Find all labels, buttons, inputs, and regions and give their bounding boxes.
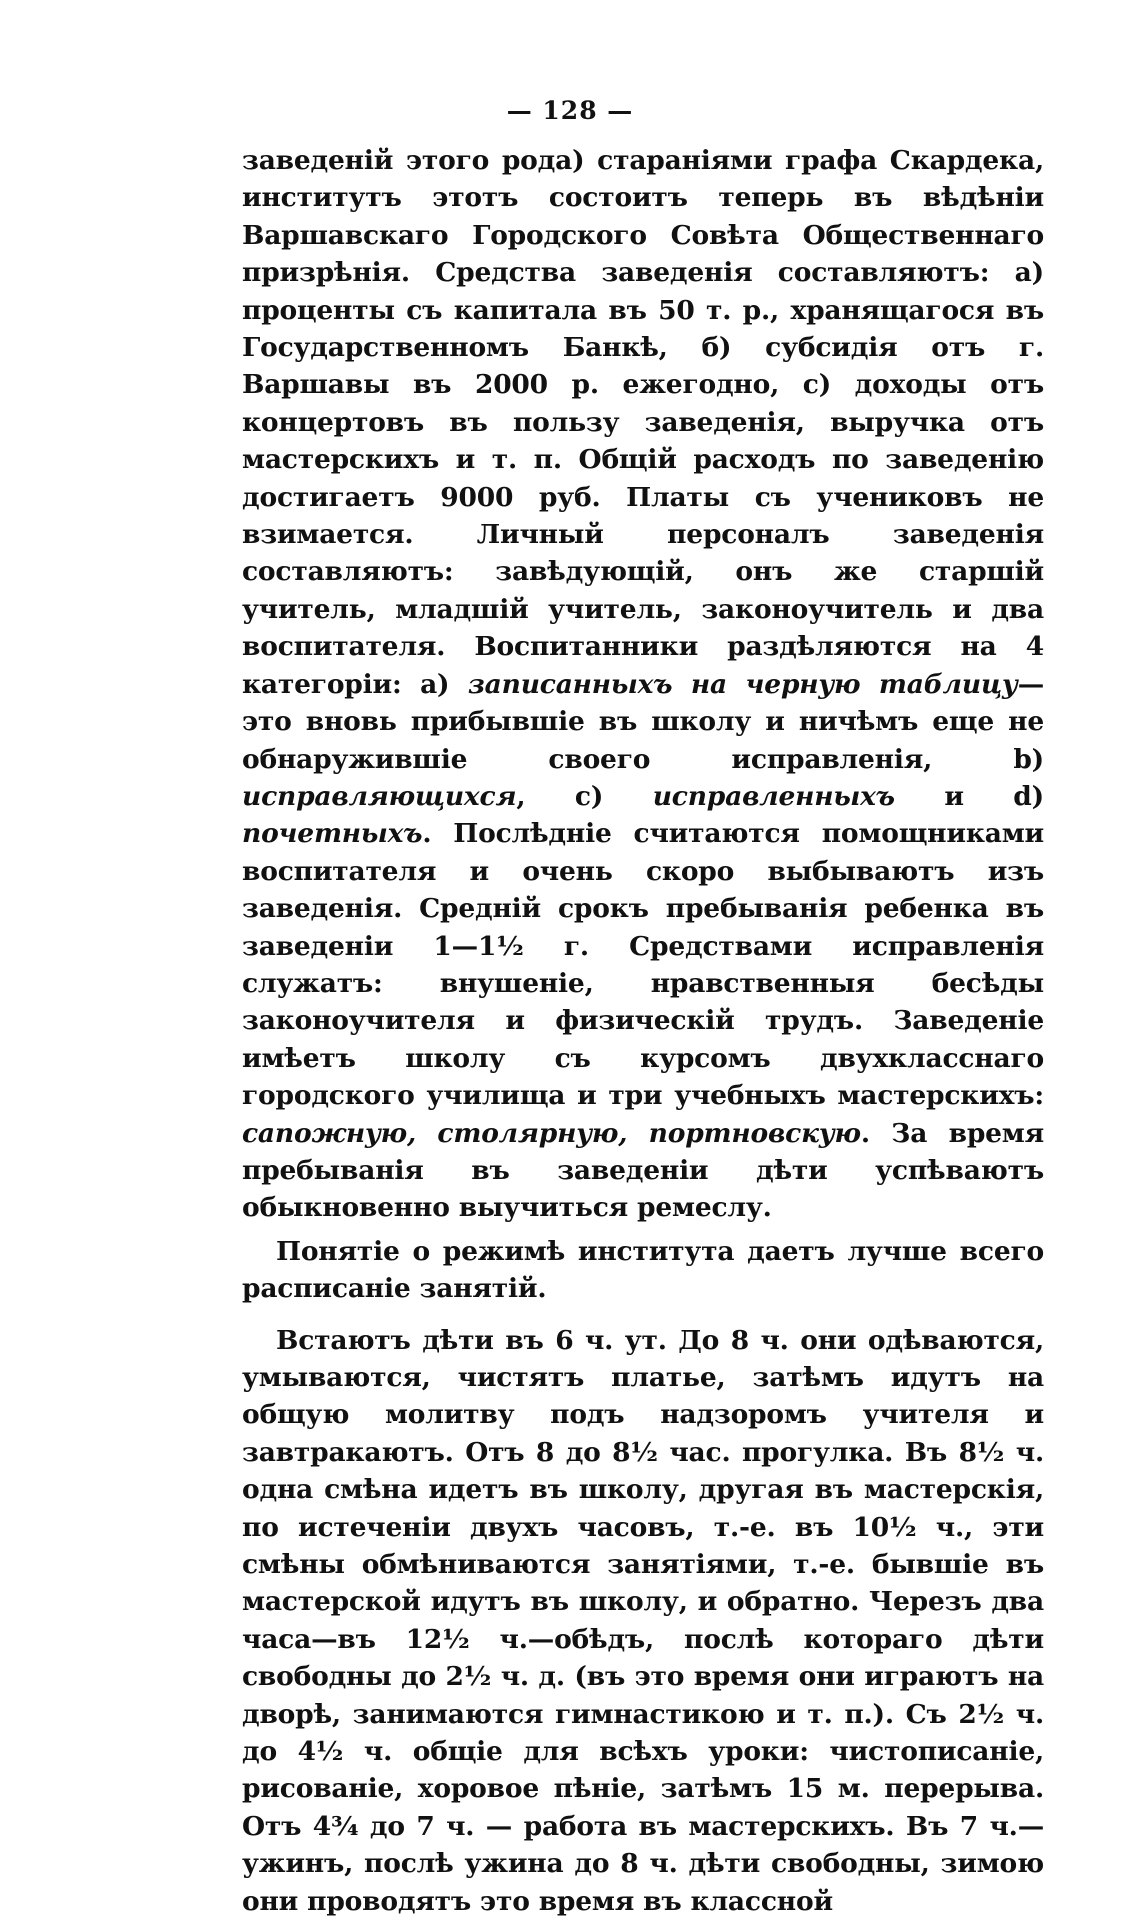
- italic-segment: почетныхъ: [242, 818, 423, 850]
- italic-segment: исправляющихся: [242, 780, 517, 812]
- text-segment: . Послѣдніе считаются помощниками воспитателя и очень скоро выбываютъ изъ заведенія. Средній срокъ пребыванія ребенка въ заведеніи 1—1½ г. Средствами исправленія служатъ: внушеніе, нравственныя бесѣды законоучителя и физическій трудъ. Заведеніе имѣетъ школу съ курсомъ двухкласснаго городского училища и три учебныхъ мастерскихъ:: [242, 818, 1044, 1112]
- paragraph-1: [242, 142, 1044, 1227]
- body-text: [242, 142, 1044, 1920]
- italic-segment: сапожную, столярную, портновскую: [242, 1117, 861, 1149]
- text-segment: . За время пребыванія въ заведеніи дѣти успѣваютъ обыкновенно выучиться ремеслу.: [242, 1117, 1044, 1224]
- page-number: — 128 —: [506, 96, 634, 125]
- text-segment: и d): [894, 780, 1044, 812]
- paragraph-2: [242, 1233, 1044, 1308]
- italic-segment: исправленныхъ: [652, 780, 895, 812]
- text-segment: Понятіе о режимѣ института даетъ лучше всего расписаніе занятій.: [242, 1235, 1044, 1305]
- text-segment: —это вновь прибывшіе въ школу и ничѣмъ еще не обнаружившіе своего исправленія, b): [242, 668, 1044, 775]
- paragraph-3: [242, 1322, 1044, 1920]
- text-segment: заведеній этого рода) стараніями графа Скардека, институтъ этотъ состоитъ теперь въ вѣдѣніи Варшавскаго Городского Совѣта Общественнаго призрѣнія. Средства заведенія составляютъ: а) проценты съ капитала въ 50 т. р., хранящагося въ Государственномъ Банкѣ, б) субсидія отъ г. Варшавы въ 2000 р. ежегодно, с) доходы отъ концертовъ въ пользу заведенія, выручка отъ мастерскихъ и т. п. Общій расходъ по заведенію достигаетъ 9000 руб. Платы съ учениковъ не взимается. Личный персоналъ заведенія составляютъ: завѣдующій, онъ же старшій учитель, младшій учитель, законоучитель и два воспитателя. Воспитанники раздѣляются на 4 категоріи: а): [242, 145, 1044, 700]
- text-segment: Встаютъ дѣти въ 6 ч. ут. До 8 ч. они одѣваются, умываются, чистятъ платье, затѣмъ идутъ на общую молитву подъ надзоромъ учителя и завтракаютъ. Отъ 8 до 8½ час. прогулка. Въ 8½ ч. одна смѣна идетъ въ школу, другая въ мастерскія, по истеченіи двухъ часовъ, т.-е. въ 10½ ч., эти смѣны обмѣниваются занятіями, т.-е. бывшіе въ мастерской идутъ въ школу, и обратно. Черезъ два часа—въ 12½ ч.—обѣдъ, послѣ котораго дѣти свободны до 2½ ч. д. (въ это время они играютъ на дворѣ, занимаются гимнастикою и т. п.). Съ 2½ ч. до 4½ ч. общіе для всѣхъ уроки: чистописаніе, рисованіе, хоровое пѣніе, затѣмъ 15 м. перерыва. Отъ 4¾ до 7 ч. — работа въ мастерскихъ. Въ 7 ч.—ужинъ, послѣ ужина до 8 ч. дѣти свободны, зимою они проводятъ это время въ классной: [242, 1324, 1044, 1917]
- text-segment: , с): [516, 780, 653, 812]
- italic-segment: записанныхъ на черную таблицу: [467, 668, 1018, 700]
